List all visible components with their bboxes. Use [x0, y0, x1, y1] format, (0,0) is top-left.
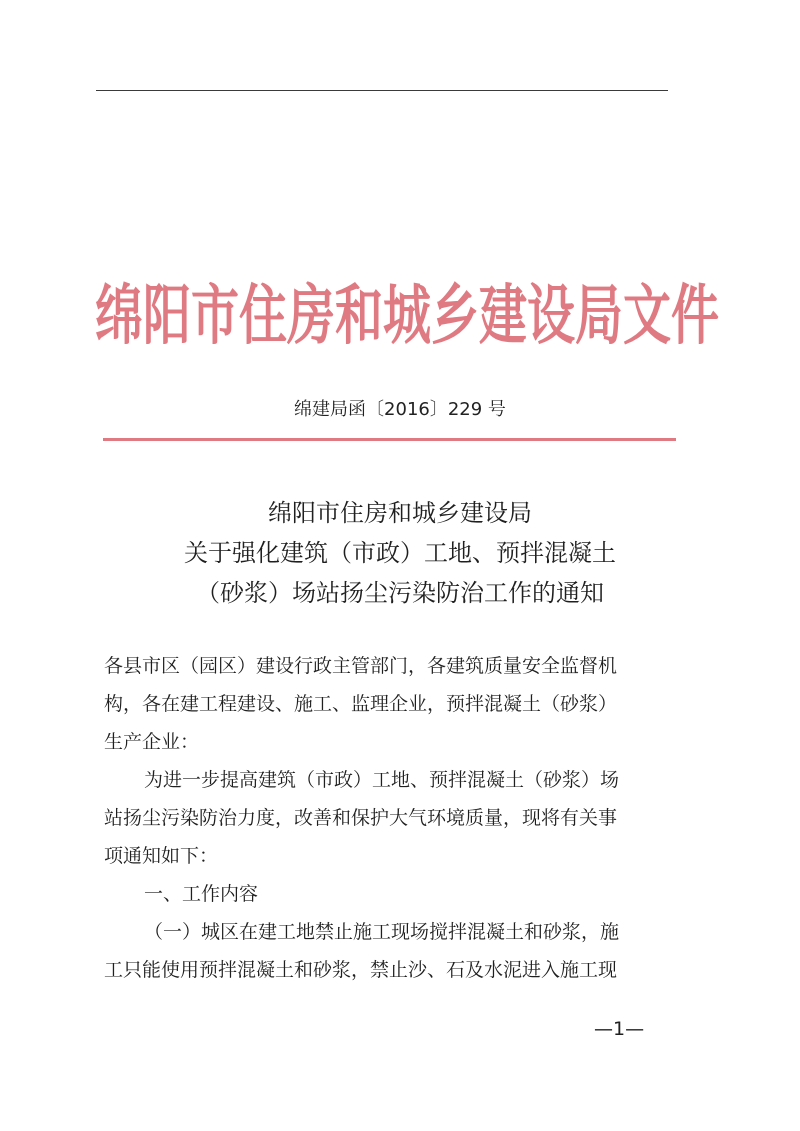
addressee-line-2: 构，各在建工程建设、施工、监理企业，预拌混凝土（砂浆） — [104, 693, 618, 715]
paragraph-1-line-3: 项通知如下： — [104, 845, 219, 867]
section-1-heading: 一、工作内容 — [144, 883, 259, 905]
page-number: —1— — [594, 1018, 645, 1040]
issuer-banner: 绵阳市住房和城乡建设局文件 — [95, 278, 720, 354]
item-1-line-1: （一）城区在建工地禁止施工现场搅拌混凝土和砂浆，施 — [144, 921, 620, 943]
title-line-3: （砂浆）场站扬尘污染防治工作的通知 — [196, 579, 604, 607]
document-number: 绵建局函〔2016〕229 号 — [294, 399, 506, 420]
title-line-2: 关于强化建筑（市政）工地、预拌混凝土 — [184, 539, 616, 567]
red-divider — [103, 438, 676, 441]
addressee-line-3: 生产企业： — [104, 731, 200, 753]
paragraph-1-line-1: 为进一步提高建筑（市政）工地、预拌混凝土（砂浆）场 — [144, 769, 620, 791]
top-divider — [96, 90, 668, 91]
item-1-line-2: 工只能使用预拌混凝土和砂浆，禁止沙、石及水泥进入施工现 — [104, 959, 618, 981]
paragraph-1-line-2: 站扬尘污染防治力度，改善和保护大气环境质量，现将有关事 — [104, 807, 618, 829]
title-line-1: 绵阳市住房和城乡建设局 — [268, 499, 532, 527]
addressee-line-1: 各县市区（园区）建设行政主管部门，各建筑质量安全监督机 — [104, 655, 618, 677]
